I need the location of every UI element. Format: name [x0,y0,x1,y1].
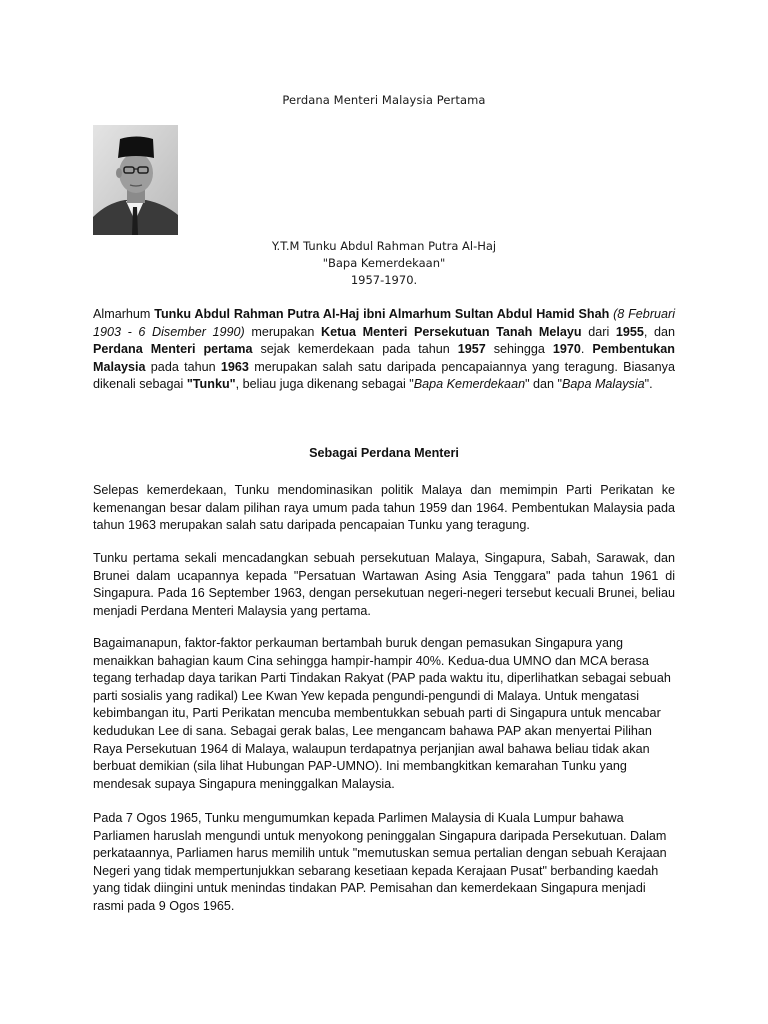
document-title: Perdana Menteri Malaysia Pertama [282,93,486,107]
portrait-illustration [93,125,178,235]
intro-text: merupakan [244,324,321,339]
portrait-caption-name: Y.T.M Tunku Abdul Rahman Putra Al-Haj [271,239,497,253]
intro-text: sehingga [485,342,553,357]
paragraph-racial-tensions: Bagaimanapun, faktor-faktor perkauman bertambah buruk dengan pemasukan Singapura yang menaikkan bahagian kaum Cina sehingga hampir-hampir 40%. Kedua-dua UMNO dan MCA berasa tegang terhadap daya tarikan Parti Tindakan Rakyat (PAP pada waktu itu, diperlihatkan sebagai sebuah parti sosialis yang radikal) Lee Kwan Yew kepada pengundi-pengundi di Malaya. Untuk mengatasi kebimbangan itu, Parti Perikatan mencuba membentukkan sebuah parti di Singapura untuk mencabar kedudukan Lee di sana. Sebagai gerak balas, Lee mengancam bahawa PAP akan menyertai Pilihan Raya Persekutuan 1964 di Malaya, walaupun terdapatnya perjanjian awal bahawa beliau tidak akan berbuat demikian (sila lihat Hubungan PAP-UMNO). Ini membangkitkan kemarahan Tunku yang mendesak supaya Singapura meninggalkan Malaysia. [93,636,671,791]
life-dates: (8 Februari 1903 - 6 Disember 1990) [93,307,676,339]
intro-text: , dan [643,324,676,339]
paragraph-federation-proposal: Tunku pertama sekali mencadangkan sebuah persekutuan Malaya, Singapura, Sabah, Sarawak, dan Brunei dalam ucapannya kepada "Persatuan Wartawan Asing Asia Tenggara" pada tahun 1961 di Singapura. Pada 16 September 1963, dengan persekutuan negeri-negeri tersebut kecuali Brunei, beliau menjadi Perdana Menteri Malaysia yang pertama. [93,551,675,618]
intro-text: dari [581,324,616,339]
nickname-father-of-malaysia: Bapa Malaysia [562,377,645,392]
malaysia-formation: Pembentukan Malaysia [93,342,675,374]
intro-text: Almarhum [93,307,155,321]
role-chief-minister: Ketua Menteri Persekutuan Tanah Melayu [320,324,582,339]
intro-text: ". [644,377,653,392]
intro-text: sejak kemerdekaan pada tahun [252,342,458,357]
intro-text: . [580,342,593,357]
intro-text: merupakan salah satu daripada pencapaiannya yang teragung. Biasanya dikenali sebagai [93,359,675,392]
section-heading: Sebagai Perdana Menteri [309,446,459,460]
full-name: Tunku Abdul Rahman Putra Al-Haj ibni Almarhum Sultan Abdul Hamid Shah [154,307,610,321]
year-1970: 1970 [552,342,581,357]
year-1957: 1957 [457,342,486,357]
paragraph-singapore-separation: Pada 7 Ogos 1965, Tunku mengumumkan kepada Parlimen Malaysia di Kuala Lumpur bahawa Parliamen haruslah mengundi untuk menyokong peninggalan Singapura daripada Persekutuan. Dalam perkataannya, Parliamen harus memilih untuk "memutuskan semua pertalian dengan sebuah Kerajaan Negeri yang tidak mempertunjukkan sebarang kesetiaan kepada Kerajaan Pusat" berbanding kaedah yang tidak diingini untuk menindas tindakan PAP. Pemisahan dan kemerdekaan Singapura menjadi rasmi pada 9 Ogos 1965. [93,811,667,913]
intro-text: pada tahun [145,359,221,374]
intro-text: " dan " [525,377,563,392]
portrait-caption-years: 1957-1970. [350,273,418,287]
paragraph-post-independence: Selepas kemerdekaan, Tunku mendominasikan politik Malaya dan memimpin Parti Perikatan ke kemenangan besar dalam pilihan raya umum pada tahun 1959 dan 1964. Pembentukan Malaysia pada tahun 1963 merupakan salah satu daripada pencapaian Tunku yang teragung. [93,483,675,533]
year-1963: 1963 [220,359,249,374]
portrait-caption-title: "Bapa Kemerdekaan" [322,256,446,270]
intro-paragraph [93,306,675,394]
portrait-photo [93,125,178,235]
nickname-tunku: "Tunku" [186,377,236,392]
intro-text: , beliau juga dikenang sebagai " [235,377,414,392]
year-1955: 1955 [615,324,644,339]
role-prime-minister: Perdana Menteri pertama [93,342,253,357]
nickname-father-of-independence: Bapa Kemerdekaan [413,377,526,392]
